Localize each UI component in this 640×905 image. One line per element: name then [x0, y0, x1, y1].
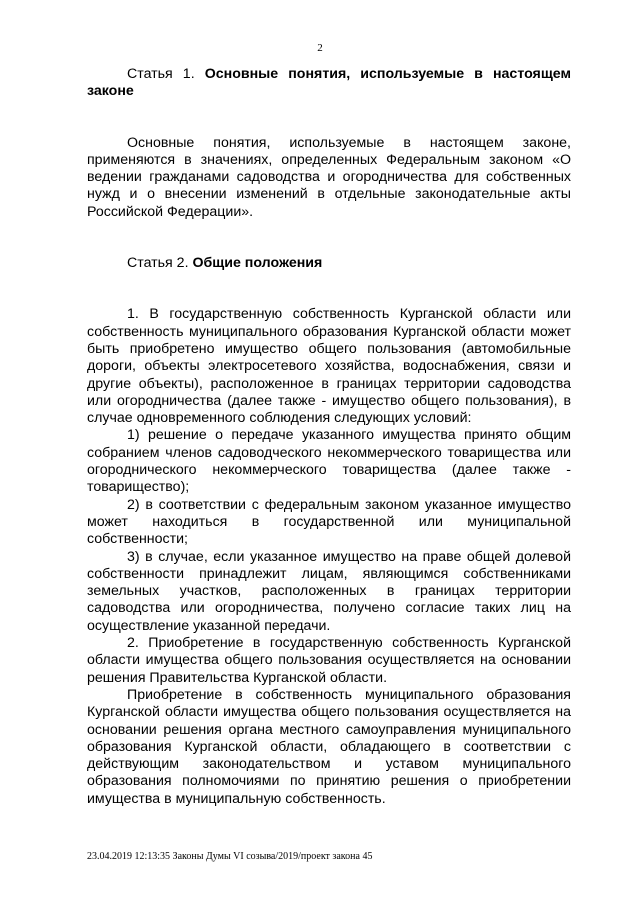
article-2-paragraph: Приобретение в собственность муниципального образования Курганской области имущества общего пользования осуществляется на основании решения органа местного самоуправления муниципального образования Курганской области, обладающего в соответствии с действующим законодательством и уставом муниципального образования полномочиями по принятию решения о приобретении имущества в муниципальную собственность. — [87, 686, 571, 807]
article-2-label: Статья 2. — [127, 255, 189, 272]
article-1-title: Основные понятия, используемые в настоящем законе — [87, 66, 572, 100]
article-2-paragraph: 2. Приобретение в государственную собственность Курганской области имущества общего пользования осуществляется на основании решения Правительства Курганской области. — [87, 635, 571, 686]
article-2-paragraph: 3) в случае, если указанное имущество на праве общей долевой собственности принадлежит лицам, являющимся собственниками земельных участков, расположенных в границах территории садоводства или огородничества, получено согласие таких лиц на осуществление указанной передачи. — [87, 548, 571, 634]
article-1-heading — [87, 66, 571, 101]
article-2-title: Общие положения — [192, 255, 323, 272]
article-2-heading — [87, 255, 571, 272]
article-1-paragraph: Основные понятия, используемые в настоящем законе, применяются в значениях, определенных Федеральным законом «О ведении гражданами садоводства и огородничества для собственных нужд и о внесении изменений в отдельные законодательные акты Российской Федерации». — [87, 134, 571, 220]
page-number: 2 — [317, 42, 323, 54]
article-2-paragraph: 1. В государственную собственность Курганской области или собственность муниципального образования Курганской области может быть приобретено имущество общего пользования (автомобильные дороги, объекты электросетевого хозяйства, водоснабжения, связи и другие объекты), расположенное в границах территории садоводства или огородничества (далее также - имущество общего пользования), в случае одновременного соблюдения следующих условий: — [87, 306, 571, 427]
article-2-paragraph: 2) в соответствии с федеральным законом указанное имущество может находиться в государственной или муниципальной собственности; — [87, 496, 571, 548]
article-1-label: Статья 1. — [127, 66, 195, 82]
article-2-paragraph: 1) решение о передаче указанного имущества принято общим собранием членов садоводческого некоммерческого товарищества или огороднического некоммерческого товарищества (далее также - товарищество); — [87, 427, 571, 496]
document-footer: 23.04.2019 12:13:35 Законы Думы VI созыва/2019/проект закона 45 — [87, 851, 373, 862]
document-body — [87, 66, 571, 808]
